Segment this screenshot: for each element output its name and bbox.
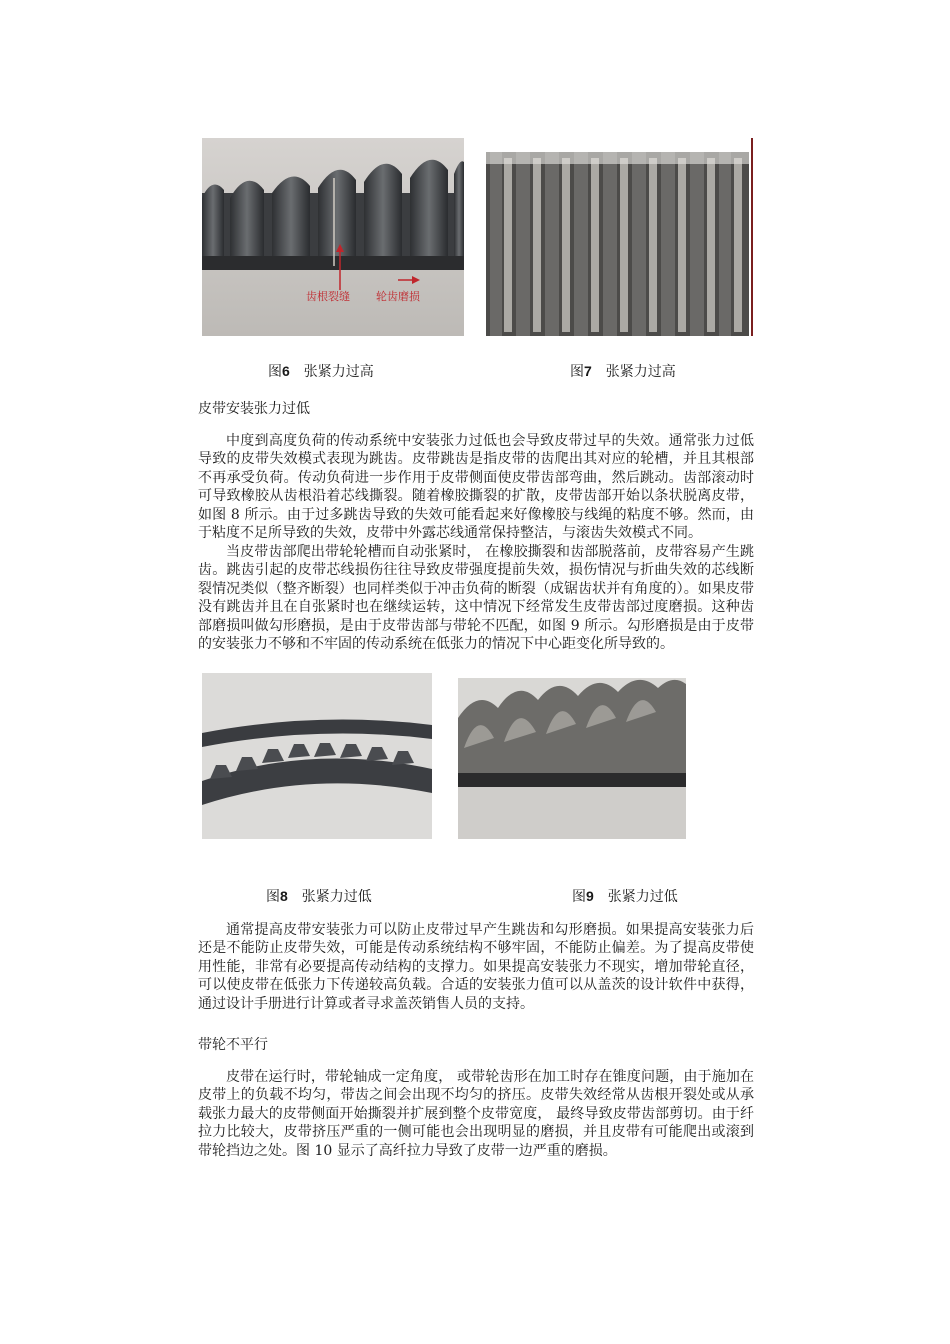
figure-label-prefix: 图	[572, 889, 586, 905]
figure-7-photo	[486, 152, 749, 336]
figure-8-photo	[202, 673, 432, 839]
figure-9-photo	[458, 678, 686, 839]
figure-label-prefix: 图	[570, 364, 584, 380]
figure-8-number: 8	[280, 888, 288, 904]
annotation-tooth-wear: 轮齿磨损	[376, 290, 420, 303]
paragraph-low-tension-3: 通常提高皮带安装张力可以防止皮带过早产生跳齿和勾形磨损。如果提高安装张力后还是不能防止皮带失效，可能是传动系统结构不够牢固，不能防止偏差。为了提高皮带使用性能，非常有必要提高传动结构的支撑力。如果提高安装张力不现实，增加带轮直径，可以使皮带在低张力下传递较高负载。合适的安装张力值可以从盖茨的设计软件中获得，通过设计手册进行计算或者寻求盖茨销售人员的支持。	[198, 922, 754, 1012]
figure-9-caption-text: 张紧力过低	[607, 889, 678, 905]
annotation-root-crack: 齿根裂缝	[306, 290, 350, 303]
section-heading-low-tension: 皮带安装张力过低	[198, 401, 310, 417]
figure-7-number: 7	[584, 363, 592, 379]
paragraph-low-tension-1: 中度到高度负荷的传动系统中安装张力过低也会导致皮带过早的失效。通常张力过低导致的皮带失效模式表现为跳齿。皮带跳齿是指皮带的齿爬出其对应的轮槽，并且其根部不再承受负荷。传动负荷进一步作用于皮带侧面使皮带齿部弯曲，然后跳动。齿部滚动时可导致橡胶从齿根沿着芯线撕裂。随着橡胶撕裂的扩散，皮带齿部开始以条状脱离皮带，如图 8 所示。由于过多跳齿导致的失效可能看起来好像橡胶与线绳的粘度不够。然而，由于粘度不足所导致的失效，皮带中外露芯线通常保持整洁，与滚齿失效模式不同。	[198, 433, 754, 542]
figure-8-caption-text: 张紧力过低	[301, 889, 372, 905]
figure-7-caption-text: 张紧力过高	[605, 364, 676, 380]
figure-9-number: 9	[586, 888, 594, 904]
figure-7-edge-line	[751, 138, 753, 336]
section-heading-pulley-misalignment: 带轮不平行	[198, 1037, 268, 1053]
figure-label-prefix: 图	[266, 889, 280, 905]
figure-6-caption-text: 张紧力过高	[303, 364, 374, 380]
figure-6-number: 6	[282, 363, 290, 379]
figure-9-caption	[572, 886, 678, 906]
figure-6-photo	[202, 138, 464, 336]
figure-8-caption	[266, 886, 372, 906]
figure-7-caption	[570, 361, 676, 381]
paragraph-pulley-misalignment-1: 皮带在运行时，带轮轴成一定角度， 或带轮齿形在加工时存在锥度问题，由于施加在皮带上的负载不均匀，带齿之间会出现不均匀的挤压。皮带失效经常从齿根开裂处或从承载张力最大的皮带侧面开始撕裂并扩展到整个皮带宽度， 最终导致皮带齿部剪切。由于纤拉力比较大，皮带挤压严重的一侧可能也会出现明显的磨损，并且皮带有可能爬出或滚到带轮挡边之处。图 10 显示了高纤拉力导致了皮带一边严重的磨损。	[198, 1069, 754, 1159]
figure-label-prefix: 图	[268, 364, 282, 380]
paragraph-low-tension-2: 当皮带齿部爬出带轮轮槽而自动张紧时， 在橡胶撕裂和齿部脱落前，皮带容易产生跳齿。跳齿引起的皮带芯线损伤往往导致皮带强度提前失效，损伤情况与折曲失效的芯线断裂情况类似（整齐断裂）也同样类似于冲击负荷的断裂（成锯齿状并有角度的）。如果皮带没有跳齿并且在自张紧时也在继续运转，这中情况下经常发生皮带齿部过度磨损。这种齿部磨损叫做勾形磨损，是由于皮带齿部与带轮不匹配，如图 9 所示。勾形磨损是由于皮带的安装张力不够和不牢固的传动系统在低张力的情况下中心距变化所导致的。	[198, 544, 754, 653]
figure-6-caption	[268, 361, 374, 381]
